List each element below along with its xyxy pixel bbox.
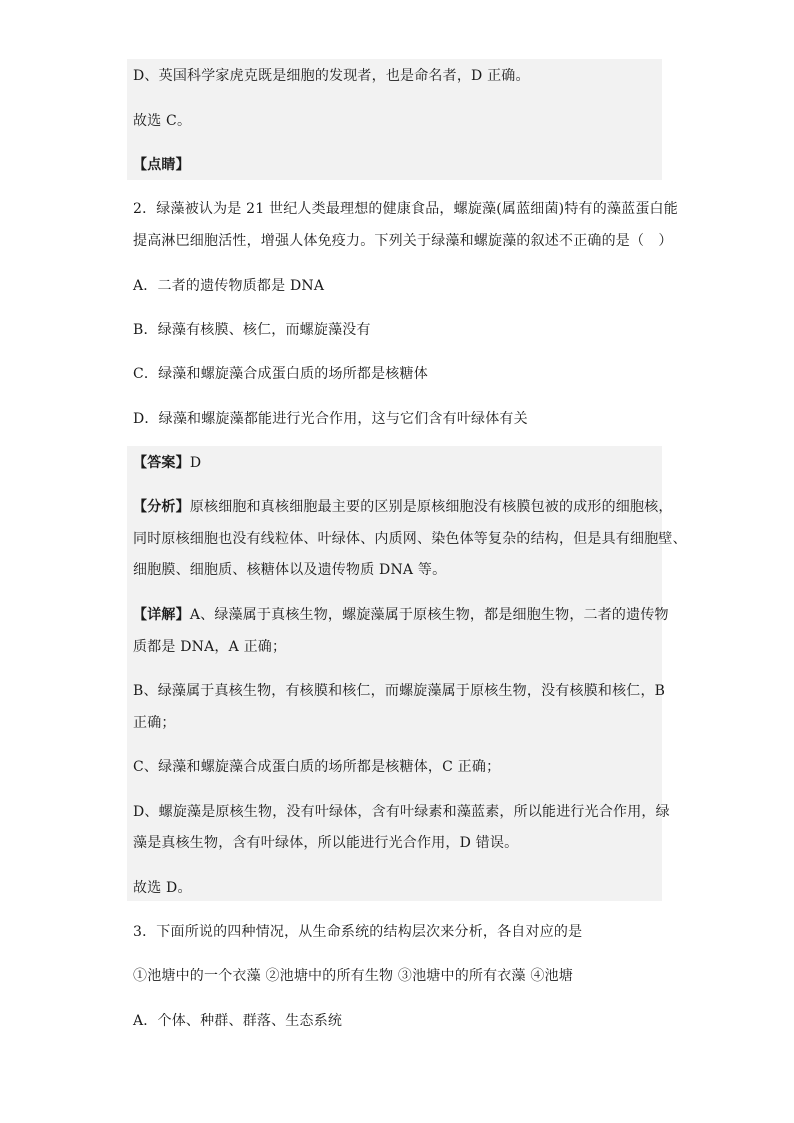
q2-detail-a-line-2: 质都是 DNA，A 正确； (133, 639, 287, 655)
answer-label: 【答案】 (133, 455, 190, 471)
q1-detail-d: D、英国科学家虎克既是细胞的发现者，也是命名者，D 正确。 (133, 68, 530, 84)
detail-label: 【详解】 (133, 607, 190, 623)
q3-items: ①池塘中的一个衣藻 ②池塘中的所有生物 ③池塘中的所有衣藻 ④池塘 (133, 968, 573, 984)
q2-choose: 故选 D。 (133, 880, 192, 896)
q2-detail-d-line-2: 藻是真核生物，含有叶绿体，所以能进行光合作用，D 错误。 (133, 835, 519, 851)
q2-answer (133, 453, 201, 473)
q2-stem-line-2: 提高淋巴细胞活性，增强人体免疫力。下列关于绿藻和螺旋藻的叙述不正确的是（ ） (133, 233, 673, 249)
q1-tip-label: 【点睛】 (133, 157, 190, 173)
q2-option-b: B．绿藻有核膜、核仁，而螺旋藻没有 (133, 322, 371, 338)
analysis-label: 【分析】 (133, 499, 190, 515)
analysis-text-1: 原核细胞和真核细胞最主要的区别是原核细胞没有核膜包被的成形的细胞核， (189, 499, 673, 515)
q2-detail-b-line-2: 正确； (133, 715, 176, 731)
q3-option-a: A．个体、种群、群落、生态系统 (133, 1013, 343, 1029)
q2-analysis-line-1 (133, 497, 673, 517)
q1-choose: 故选 C。 (133, 113, 192, 129)
detail-a-text-1: A、绿藻属于真核生物，螺旋藻属于原核生物，都是细胞生物，二者的遗传物 (189, 607, 669, 623)
q2-detail-d-line-1: D、螺旋藻是原核生物，没有叶绿体，含有叶绿素和藻蓝素，所以能进行光合作用，绿 (133, 804, 670, 820)
q2-detail-a-line-1 (133, 605, 669, 625)
q3-stem: 3．下面所说的四种情况，从生命系统的结构层次来分析，各自对应的是 (133, 924, 583, 940)
q2-option-d: D．绿藻和螺旋藻都能进行光合作用，这与它们含有叶绿体有关 (133, 411, 528, 427)
answer-value: D (189, 455, 202, 471)
q2-analysis-line-3: 细胞膜、细胞质、核糖体以及遗传物质 DNA 等。 (133, 562, 447, 578)
q2-stem-line-1: 2．绿藻被认为是 21 世纪人类最理想的健康食品，螺旋藻(属蓝细菌)特有的藻蓝蛋白能 (133, 201, 678, 217)
q2-option-c: C．绿藻和螺旋藻合成蛋白质的场所都是核糖体 (133, 366, 428, 382)
q2-detail-b-line-1: B、绿藻属于真核生物，有核膜和核仁，而螺旋藻属于原核生物，没有核膜和核仁，B (133, 683, 666, 699)
q2-analysis-line-2: 同时原核细胞也没有线粒体、叶绿体、内质网、染色体等复杂的结构，但是具有细胞壁、 (133, 531, 687, 547)
q2-option-a: A．二者的遗传物质都是 DNA (133, 278, 325, 294)
q2-detail-c: C、绿藻和螺旋藻合成蛋白质的场所都是核糖体，C 正确； (133, 759, 501, 775)
